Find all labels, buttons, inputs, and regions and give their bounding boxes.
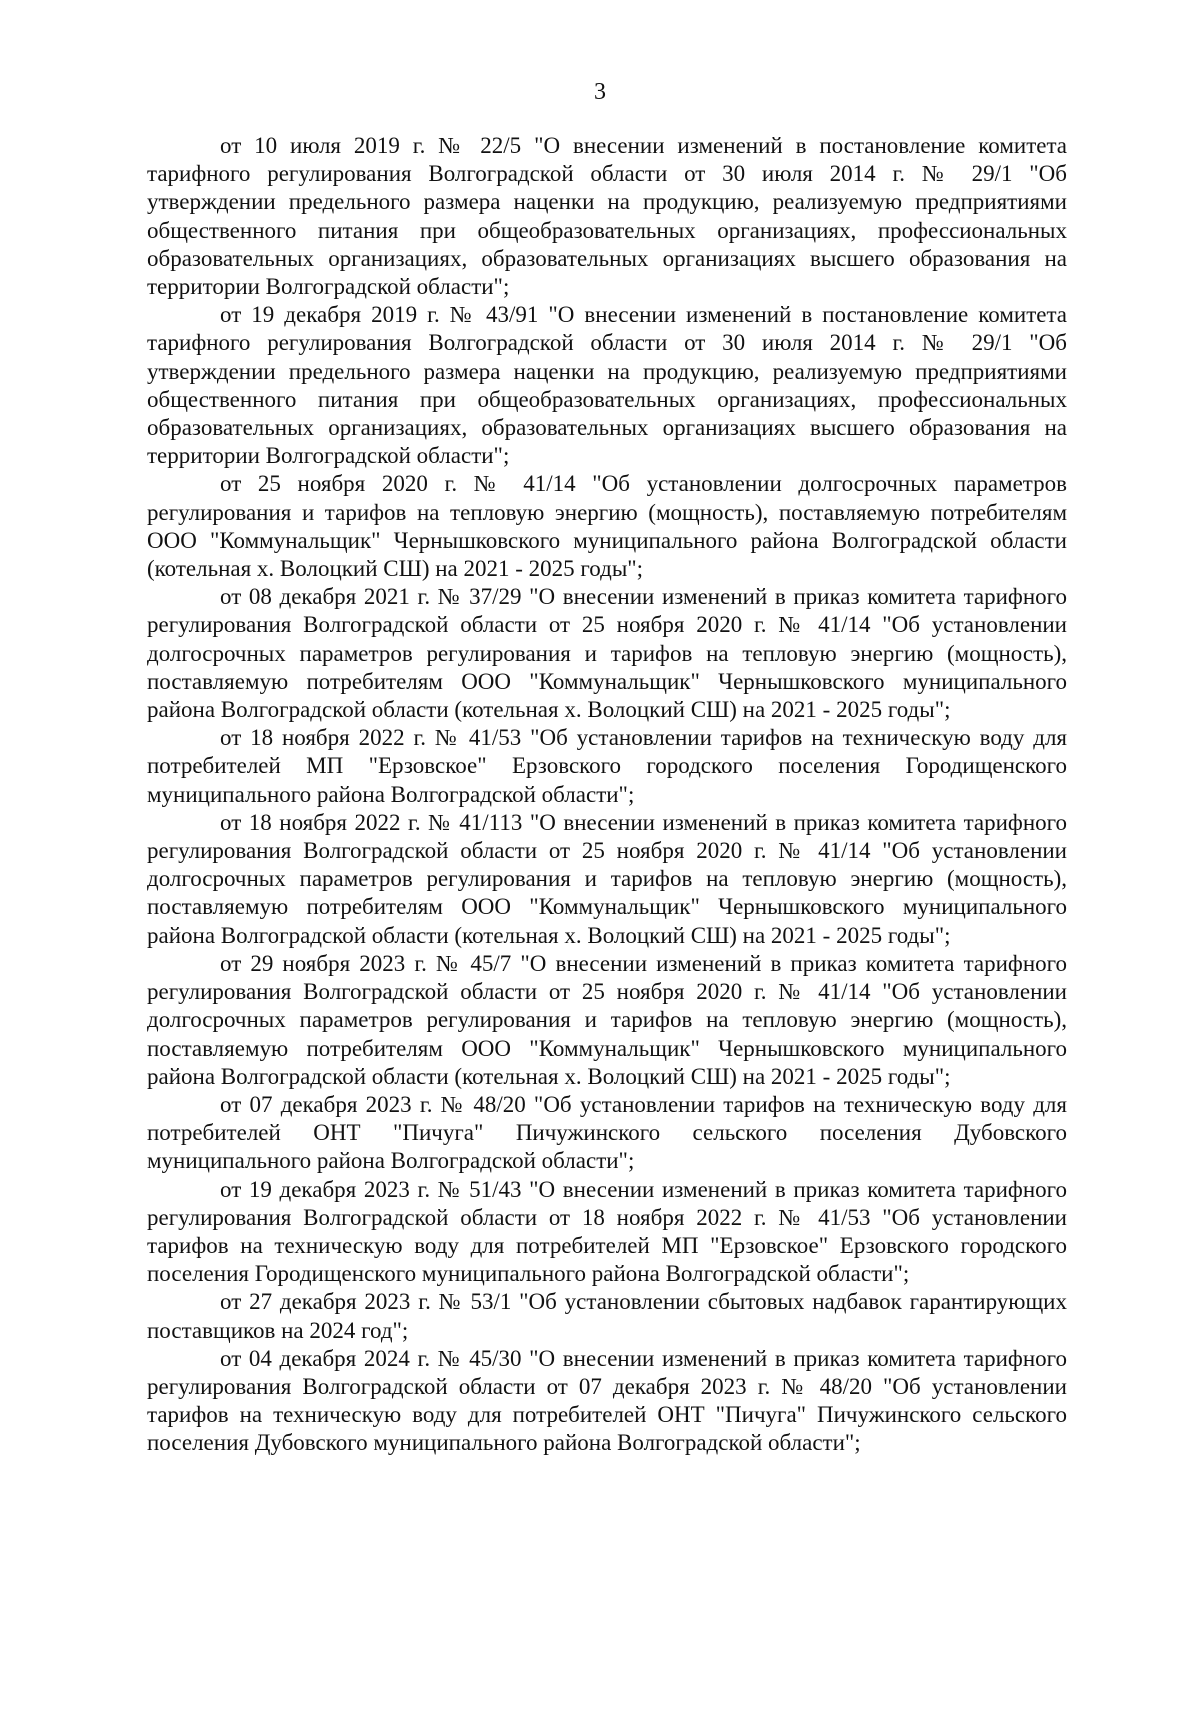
list-item: от 08 декабря 2021 г. № 37/29 "О внесении изменений в приказ комитета тарифного регулирования Волгоградской области от 25 ноября 2020 г. № 41/14 "Об установлении долгосрочных параметров регулирования и тарифов на тепловую энергию (мощность), поставляемую потребителям ООО "Коммунальщик" Чернышковского муниципального района Волгоградской области (котельная х. Волоцкий СШ) на 2021 - 2025 годы"; [147,584,1067,723]
list-item: от 19 декабря 2023 г. № 51/43 "О внесении изменений в приказ комитета тарифного регулирования Волгоградской области от 18 ноября 2022 г. № 41/53 "Об установлении тарифов на техническую воду для потребителей МП "Ерзовское" Ерзовского городского поселения Городищенского муниципального района Волгоградской области"; [147,1176,1067,1287]
list-item: от 18 ноября 2022 г. № 41/113 "О внесении изменений в приказ комитета тарифного регулирования Волгоградской области от 25 ноября 2020 г. № 41/14 "Об установлении долгосрочных параметров регулирования и тарифов на тепловую энергию (мощность), поставляемую потребителям ООО "Коммунальщик" Чернышковского муниципального района Волгоградской области (котельная х. Волоцкий СШ) на 2021 - 2025 годы"; [147,809,1067,948]
list-item: от 18 ноября 2022 г. № 41/53 "Об установлении тарифов на техническую воду для потребителей МП "Ерзовское" Ерзовского городского поселения Городищенского муниципального района Волгоградской области"; [147,725,1067,807]
document-body [147,132,1067,1458]
page-number: 3 [594,79,606,105]
list-item: от 29 ноября 2023 г. № 45/7 "О внесении изменений в приказ комитета тарифного регулирования Волгоградской области от 25 ноября 2020 г. № 41/14 "Об установлении долгосрочных параметров регулирования и тарифов на тепловую энергию (мощность), поставляемую потребителям ООО "Коммунальщик" Чернышковского муниципального района Волгоградской области (котельная х. Волоцкий СШ) на 2021 - 2025 годы"; [147,950,1067,1089]
list-item: от 07 декабря 2023 г. № 48/20 "Об установлении тарифов на техническую воду для потребителей ОНТ "Пичуга" Пичужинского сельского поселения Дубовского муниципального района Волгоградской области"; [147,1091,1067,1174]
list-item: от 25 ноября 2020 г. № 41/14 "Об установлении долгосрочных параметров регулирования и тарифов на тепловую энергию (мощность), поставляемую потребителям ООО "Коммунальщик" Чернышковского муниципального района Волгоградской области (котельная х. Волоцкий СШ) на 2021 - 2025 годы"; [147,471,1067,582]
list-item: от 19 декабря 2019 г. № 43/91 "О внесении изменений в постановление комитета тарифного регулирования Волгоградской области от 30 июля 2014 г. № 29/1 "Об утверждении предельного размера наценки на продукцию, реализуемую предприятиями общественного питания при общеобразовательных организациях, профессиональных образовательных организациях, образовательных организациях высшего образования на территории Волгоградской области"; [147,302,1067,469]
list-item: от 27 декабря 2023 г. № 53/1 "Об установлении сбытовых надбавок гарантирующих поставщиков на 2024 год"; [147,1289,1067,1343]
list-item: от 04 декабря 2024 г. № 45/30 "О внесении изменений в приказ комитета тарифного регулирования Волгоградской области от 07 декабря 2023 г. № 48/20 "Об установлении тарифов на техническую воду для потребителей ОНТ "Пичуга" Пичужинского сельского поселения Дубовского муниципального района Волгоградской области"; [147,1345,1067,1456]
list-item: от 10 июля 2019 г. № 22/5 "О внесении изменений в постановление комитета тарифного регулирования Волгоградской области от 30 июля 2014 г. № 29/1 "Об утверждении предельного размера наценки на продукцию, реализуемую предприятиями общественного питания при общеобразовательных организациях, профессиональных образовательных организациях, образовательных организациях высшего образования на территории Волгоградской области"; [147,133,1067,300]
